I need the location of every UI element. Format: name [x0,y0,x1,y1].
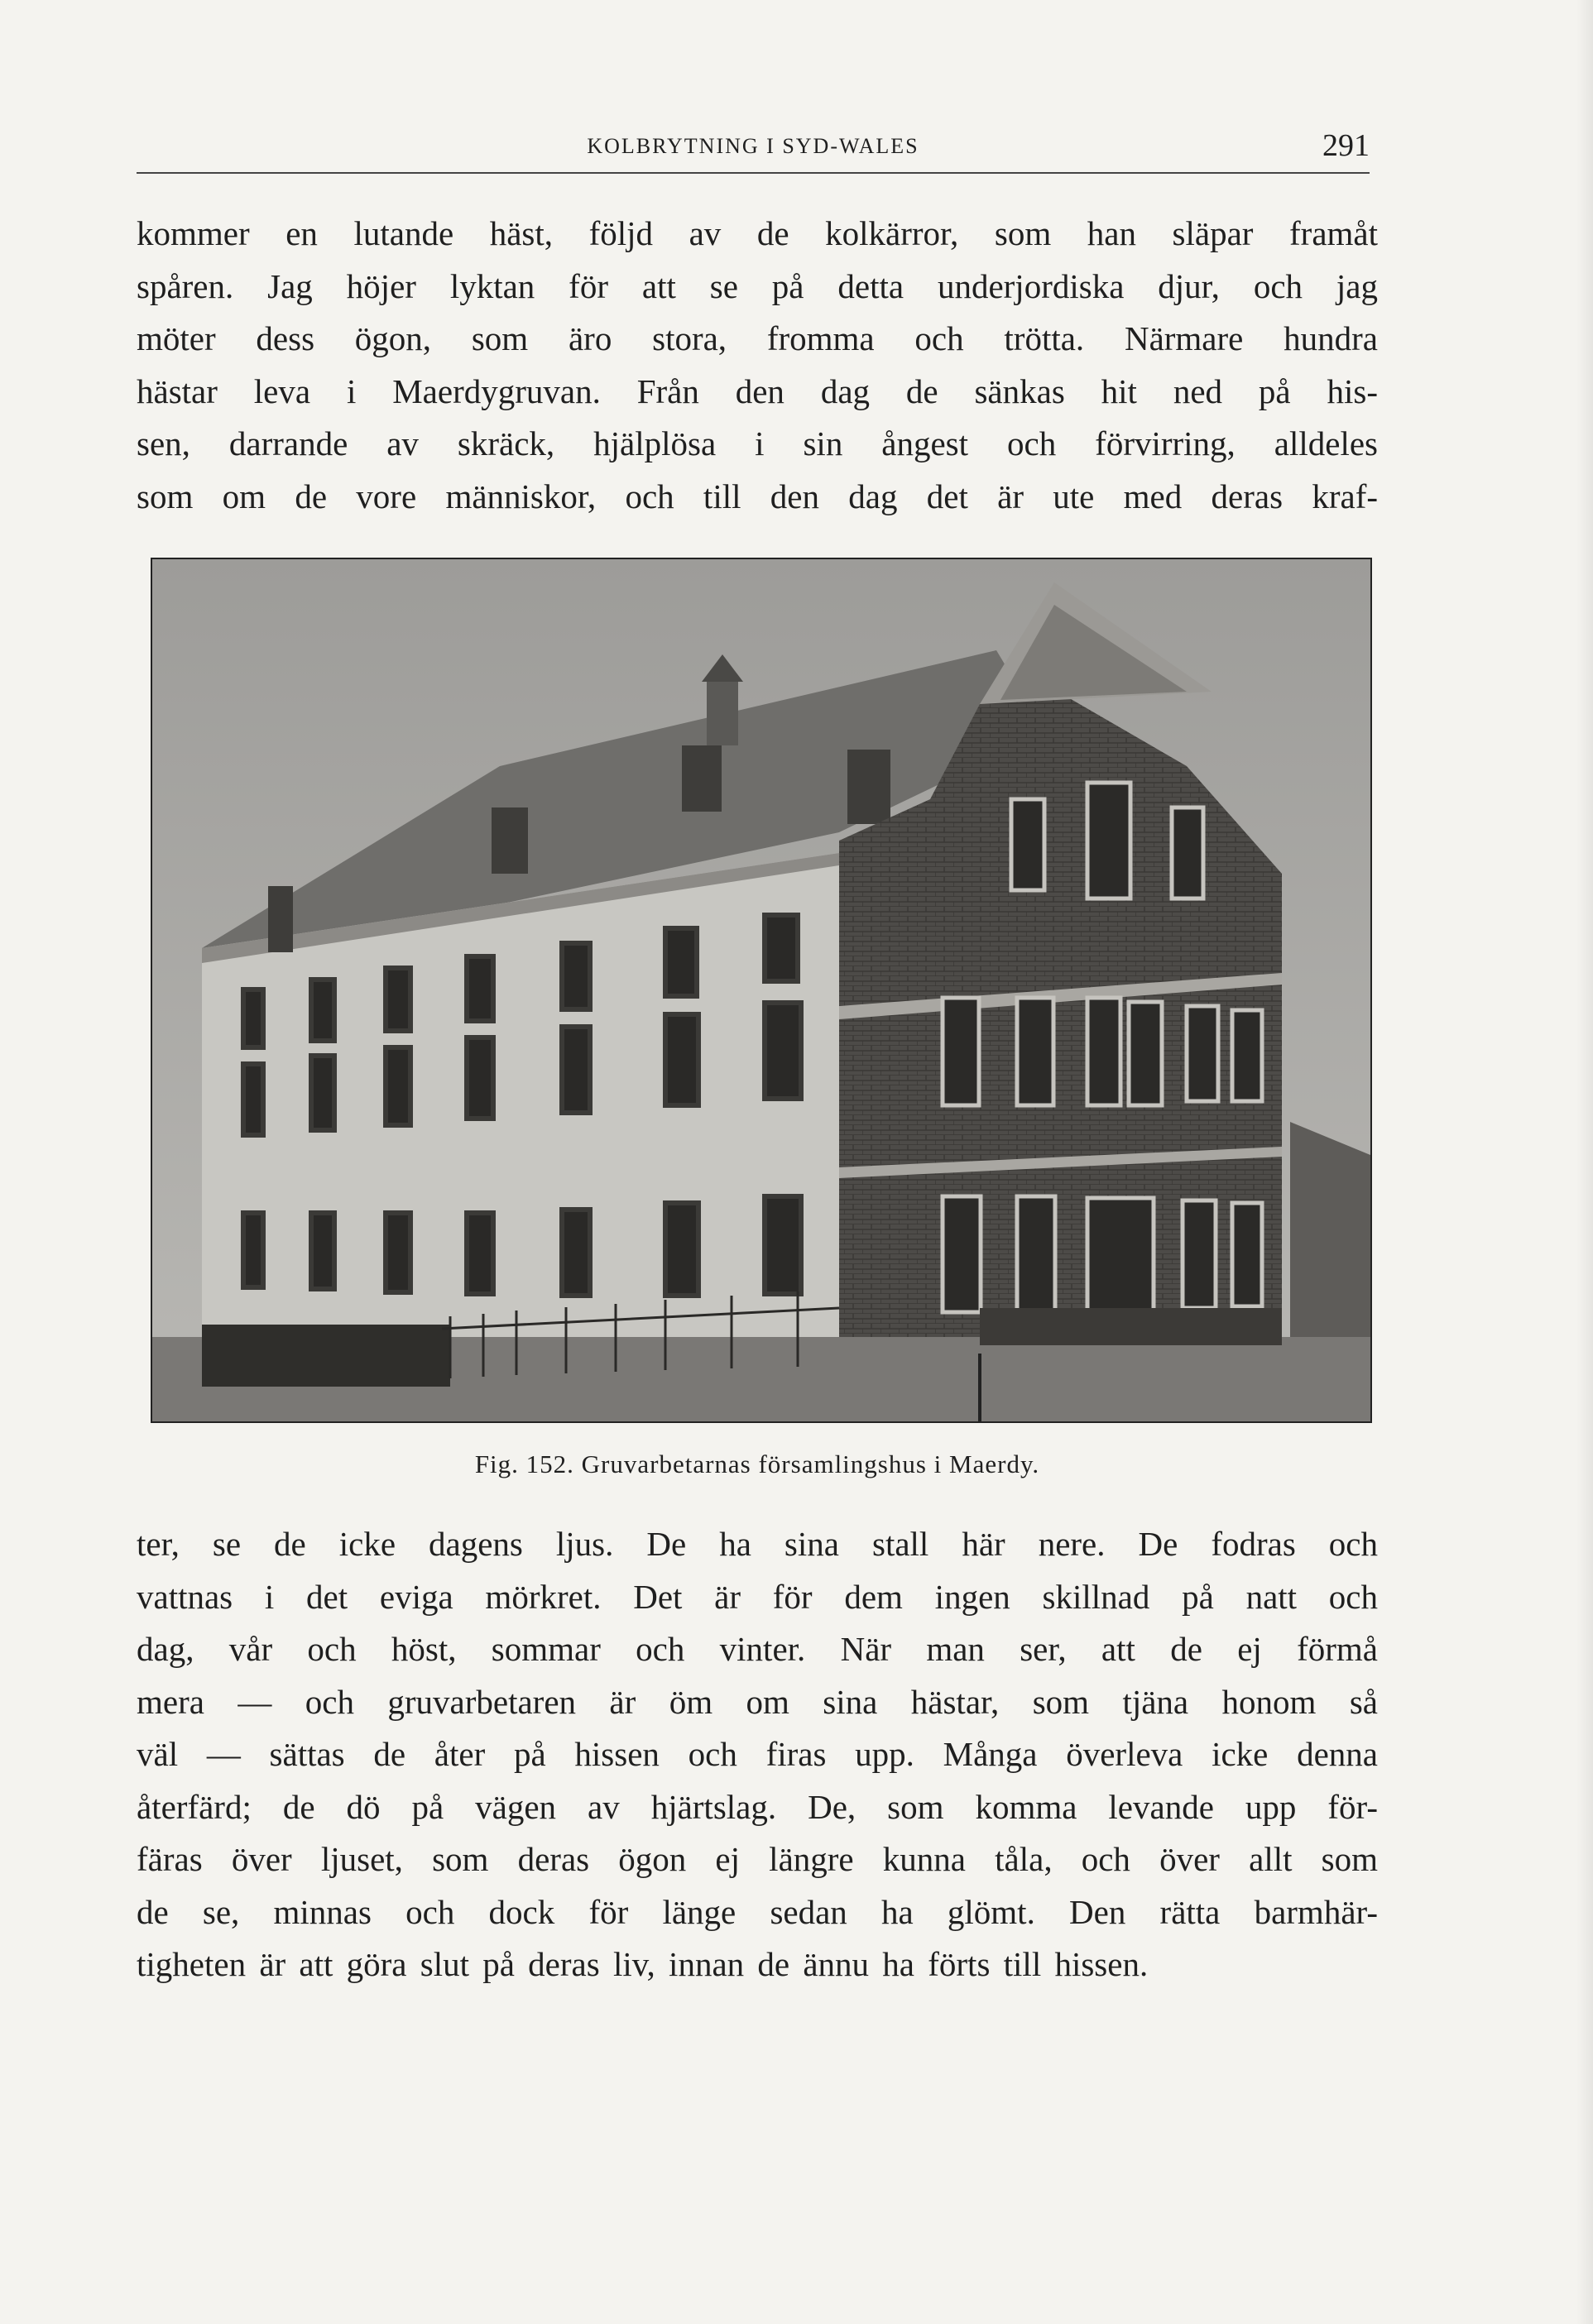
text-line: de se, minnas och dock för länge sedan ha glömt. Den rätta barmhär- [137,1892,1378,1931]
paragraph-top [137,208,1378,523]
running-head [137,128,1370,174]
text-line: väl — sättas de åter på hissen och firas upp. Många överleva icke denna [137,1735,1378,1773]
text-line: mera — och gruvarbetaren är öm om sina hästar, som tjäna honom så [137,1682,1378,1721]
text-line: som om de vore människor, och till den dag det är ute med deras kraf- [137,477,1378,515]
text-line: tigheten är att göra slut på deras liv, innan de ännu ha förts till hissen. [137,1945,1149,1983]
text-line: ter, se de icke dagens ljus. De ha sina stall här nere. De fodras och [137,1525,1378,1563]
text-line: dag, vår och höst, sommar och vinter. När man ser, att de ej förmå [137,1630,1378,1668]
text-line: återfärd; de dö på vägen av hjärtslag. De, som komma levande upp för- [137,1787,1378,1826]
text-line: hästar leva i Maerdygruvan. Från den dag de sänkas hit ned på his- [137,371,1378,410]
text-line: sen, darrande av skräck, hjälplösa i sin ångest och förvirring, alldeles [137,424,1378,462]
paragraph-bottom [137,1518,1378,1991]
text-line: spåren. Jag höjer lyktan för att se på detta underjordiska djur, och jag [137,266,1378,305]
page-edge-shadow [1576,0,1593,2324]
page-number: 291 [1322,128,1370,163]
figure-caption: Fig. 152. Gruvarbetarnas församlingshus i Maerdy. [474,1450,1040,1478]
text-line: färas över ljuset, som deras ögon ej längre kunna tåla, och över allt som [137,1840,1378,1878]
running-title: KOLBRYTNING I SYD-WALES [587,134,919,158]
text-line: möter dess ögon, som äro stora, fromma och trötta. Närmare hundra [137,319,1378,357]
figure-photo-meeting-house [151,558,1372,1423]
text-line: vattnas i det eviga mörkret. Det är för dem ingen skillnad på natt och [137,1577,1378,1616]
text-line: kommer en lutande häst, följd av de kolkärror, som han släpar framåt [137,214,1378,252]
